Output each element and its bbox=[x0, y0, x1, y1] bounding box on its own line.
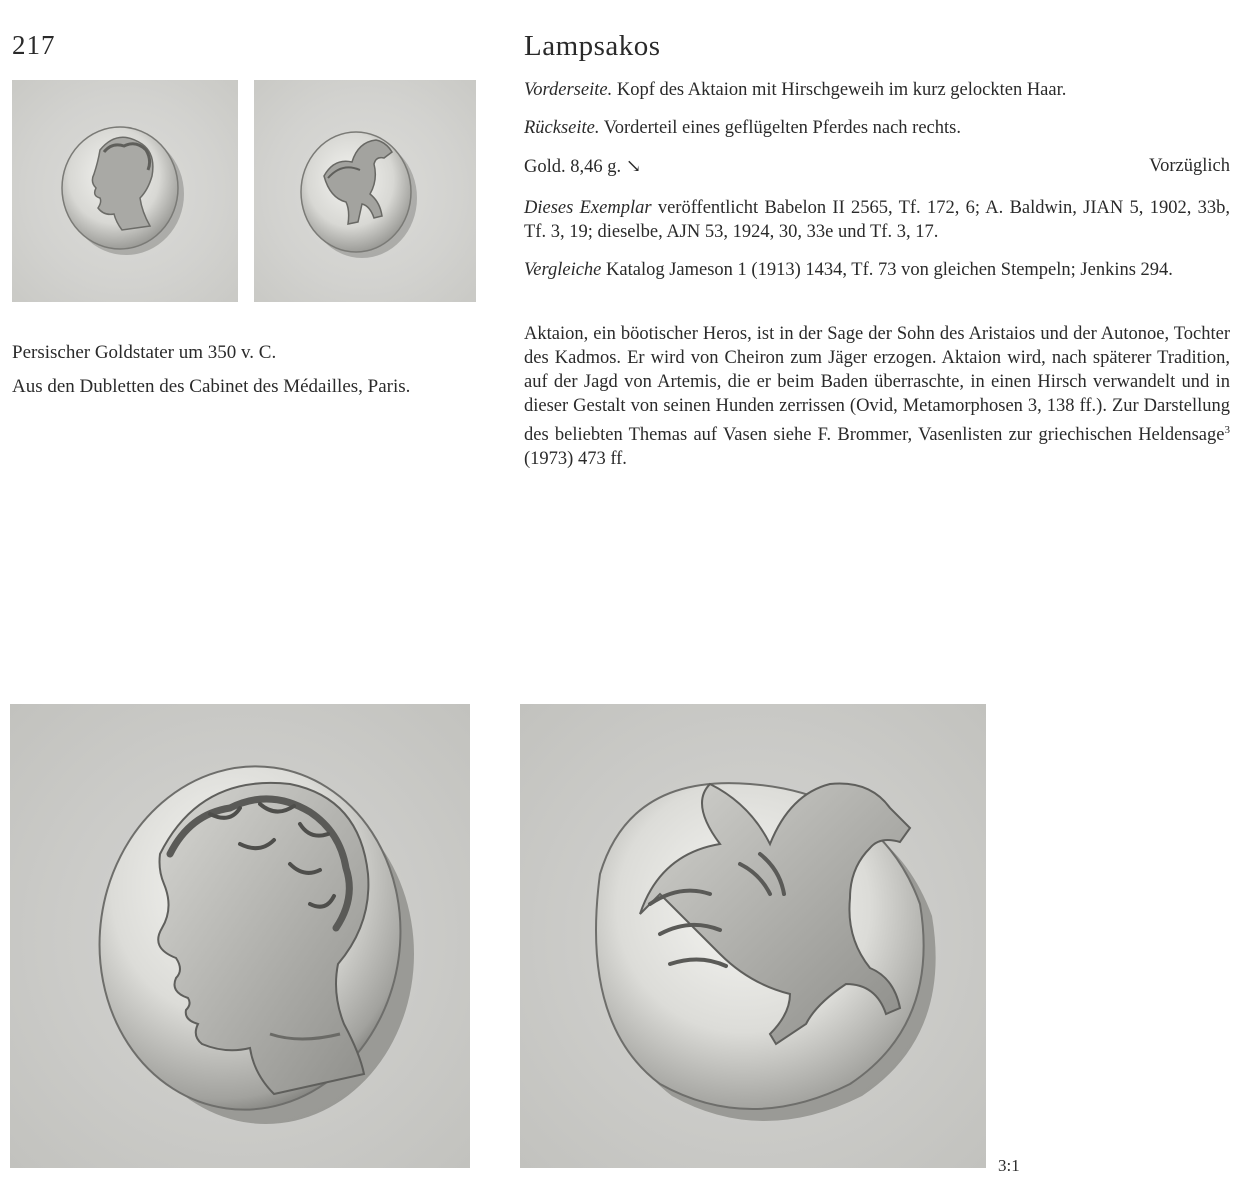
comparison-label: Vergleiche bbox=[524, 260, 602, 280]
obverse-text: Kopf des Aktaion mit Hirschgeweih im kurz gelockten Haar. bbox=[612, 80, 1067, 100]
metal-weight-line bbox=[524, 156, 1230, 178]
caption-description: Persischer Goldstater um 350 v. C. bbox=[12, 342, 277, 363]
metal-weight: Gold. 8,46 g. ↘ bbox=[524, 157, 642, 177]
obverse-photo-small bbox=[12, 80, 238, 302]
reverse-label: Rückseite. bbox=[524, 118, 600, 138]
commentary-end: (1973) 473 ff. bbox=[524, 449, 627, 470]
caption-provenance: Aus den Dubletten des Cabinet des Médailles, Paris. bbox=[12, 376, 411, 397]
reverse-text: Vorderteil eines geflügelten Pferdes nach rechts. bbox=[599, 118, 961, 138]
obverse-photo-large bbox=[10, 704, 470, 1168]
exemplar-label: Dieses Exemplar bbox=[524, 198, 652, 218]
obverse-description bbox=[524, 78, 1230, 102]
obverse-coin-small bbox=[12, 80, 238, 302]
commentary bbox=[524, 322, 1230, 471]
reverse-coin-large bbox=[520, 704, 986, 1168]
reverse-photo-small bbox=[254, 80, 476, 302]
exemplar-text: veröffentlicht Babelon II 2565, Tf. 172, 6; A. Baldwin, JIAN 5, 1902, 33b, Tf. 3, 19; dieselbe, AJN 53, 1924, 30, 33e und Tf. 3, 17. bbox=[524, 198, 1230, 242]
exemplar-references bbox=[524, 196, 1230, 244]
grade: Vorzüglich bbox=[1149, 156, 1230, 176]
commentary-superscript: 3 bbox=[1224, 424, 1230, 436]
comparison-text: Katalog Jameson 1 (1913) 1434, Tf. 73 von gleichen Stempeln; Jenkins 294. bbox=[601, 260, 1173, 280]
magnification-note: 3:1 bbox=[998, 1156, 1020, 1175]
reverse-coin-small bbox=[254, 80, 476, 302]
catalog-number: 217 bbox=[12, 30, 56, 60]
reverse-photo-large bbox=[520, 704, 986, 1168]
comparison-references bbox=[524, 258, 1230, 282]
obverse-label: Vorderseite. bbox=[524, 80, 613, 100]
obverse-coin-large bbox=[10, 704, 470, 1168]
page-title: Lampsakos bbox=[524, 30, 661, 62]
coin-caption bbox=[12, 338, 502, 402]
commentary-body: Aktaion, ein böotischer Heros, ist in der Sage der Sohn des Aristaios und der Autonoe, Tochter des Kadmos. Er wird von Cheiron zum Jäger erzogen. Aktaion wird, nach späterer Tradition, auf der Jagd von Artemis, die er beim Baden überraschte, in einen Hirsch verwandelt und in dieser Gestalt von seinen Hunden zerrissen (Ovid, Metamorphosen 3, 138 ff.). Zur Darstellung des beliebten Themas auf Vasen siehe F. Brommer, Vasenlisten zur griechischen Heldensage bbox=[524, 324, 1230, 446]
reverse-description bbox=[524, 116, 1230, 140]
